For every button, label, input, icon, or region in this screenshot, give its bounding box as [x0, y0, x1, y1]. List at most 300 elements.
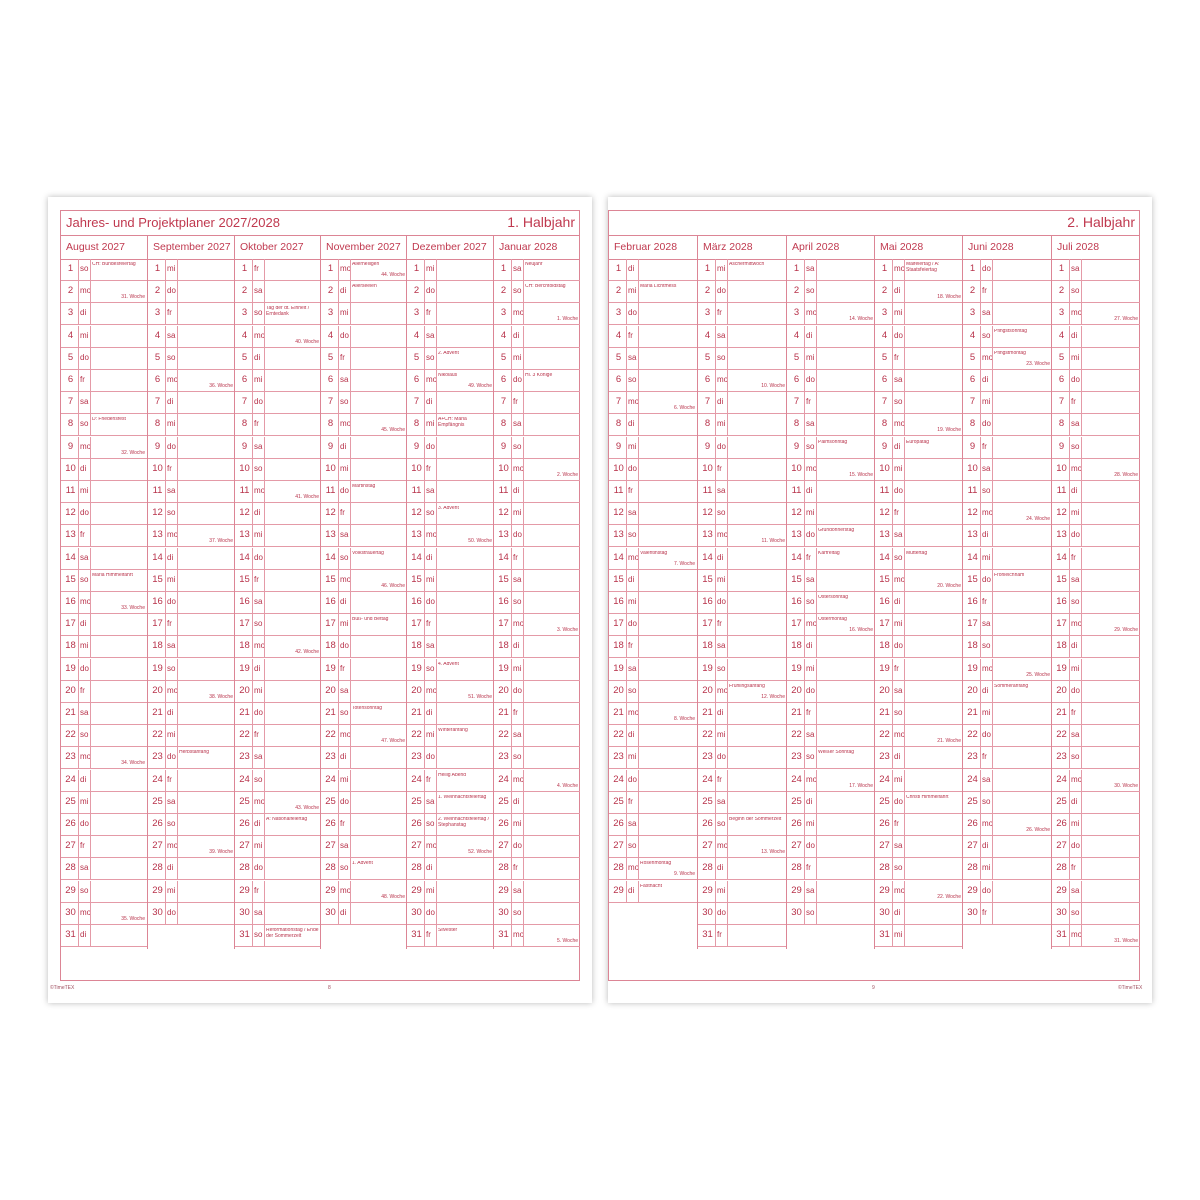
day-row[interactable] [321, 747, 407, 769]
day-row[interactable] [787, 437, 875, 459]
day-row[interactable] [235, 481, 321, 503]
day-row[interactable] [963, 370, 1052, 392]
day-row[interactable] [407, 792, 494, 814]
day-row[interactable] [407, 881, 494, 903]
day-row[interactable] [61, 303, 147, 325]
day-row[interactable] [494, 925, 580, 947]
day-row[interactable] [321, 303, 407, 325]
day-row[interactable] [148, 370, 235, 392]
day-row[interactable] [609, 725, 697, 747]
day-row[interactable] [787, 281, 875, 303]
day-row[interactable] [698, 303, 787, 325]
day-row[interactable] [787, 858, 875, 880]
day-row[interactable] [407, 592, 494, 614]
day-row[interactable] [787, 881, 875, 903]
day-row[interactable] [407, 636, 494, 658]
day-row[interactable] [698, 881, 787, 903]
day-row[interactable] [875, 681, 963, 703]
day-row[interactable] [321, 459, 407, 481]
day-row[interactable] [875, 281, 963, 303]
day-row[interactable] [875, 725, 963, 747]
day-row[interactable] [787, 725, 875, 747]
day-row[interactable] [609, 858, 697, 880]
day-row[interactable] [407, 259, 494, 281]
day-row[interactable] [963, 392, 1052, 414]
day-row[interactable] [787, 836, 875, 858]
day-row[interactable] [235, 459, 321, 481]
day-row[interactable] [321, 326, 407, 348]
day-row[interactable] [698, 570, 787, 592]
day-row[interactable] [61, 570, 147, 592]
day-row[interactable] [875, 570, 963, 592]
day-row[interactable] [407, 614, 494, 636]
day-row[interactable] [148, 770, 235, 792]
day-row[interactable] [875, 836, 963, 858]
day-row[interactable] [148, 281, 235, 303]
day-row[interactable] [235, 414, 321, 436]
day-row[interactable] [494, 747, 580, 769]
day-row[interactable] [407, 836, 494, 858]
day-row[interactable] [963, 792, 1052, 814]
day-row[interactable] [61, 747, 147, 769]
day-row[interactable] [1052, 259, 1140, 281]
day-row[interactable] [494, 659, 580, 681]
day-row[interactable] [321, 703, 407, 725]
day-row[interactable] [609, 814, 697, 836]
day-row[interactable] [148, 858, 235, 880]
day-row[interactable] [1052, 525, 1140, 547]
day-row[interactable] [875, 792, 963, 814]
day-row[interactable] [407, 681, 494, 703]
day-row[interactable] [321, 614, 407, 636]
day-row[interactable] [698, 592, 787, 614]
day-row[interactable] [494, 437, 580, 459]
day-row[interactable] [875, 858, 963, 880]
day-row[interactable] [1052, 570, 1140, 592]
day-row[interactable] [235, 636, 321, 658]
day-row[interactable] [963, 281, 1052, 303]
day-row[interactable] [698, 814, 787, 836]
day-row[interactable] [407, 459, 494, 481]
day-row[interactable] [407, 570, 494, 592]
day-row[interactable] [698, 681, 787, 703]
day-row[interactable] [963, 414, 1052, 436]
day-row[interactable] [787, 814, 875, 836]
day-row[interactable] [698, 925, 787, 947]
day-row[interactable] [1052, 836, 1140, 858]
day-row[interactable] [609, 681, 697, 703]
day-row[interactable] [407, 525, 494, 547]
day-row[interactable] [148, 259, 235, 281]
day-row[interactable] [148, 703, 235, 725]
day-row[interactable] [963, 503, 1052, 525]
day-row[interactable] [407, 725, 494, 747]
day-row[interactable] [494, 770, 580, 792]
day-row[interactable] [698, 281, 787, 303]
day-row[interactable] [1052, 481, 1140, 503]
day-row[interactable] [407, 281, 494, 303]
day-row[interactable] [1052, 348, 1140, 370]
day-row[interactable] [61, 881, 147, 903]
day-row[interactable] [148, 614, 235, 636]
day-row[interactable] [321, 770, 407, 792]
day-row[interactable] [698, 747, 787, 769]
day-row[interactable] [1052, 503, 1140, 525]
day-row[interactable] [609, 303, 697, 325]
day-row[interactable] [407, 659, 494, 681]
day-row[interactable] [963, 303, 1052, 325]
day-row[interactable] [61, 814, 147, 836]
day-row[interactable] [321, 437, 407, 459]
day-row[interactable] [875, 747, 963, 769]
day-row[interactable] [1052, 858, 1140, 880]
day-row[interactable] [698, 703, 787, 725]
day-row[interactable] [963, 881, 1052, 903]
day-row[interactable] [494, 370, 580, 392]
day-row[interactable] [148, 459, 235, 481]
day-row[interactable] [698, 392, 787, 414]
day-row[interactable] [148, 570, 235, 592]
day-row[interactable] [787, 592, 875, 614]
day-row[interactable] [235, 259, 321, 281]
day-row[interactable] [609, 392, 697, 414]
day-row[interactable] [1052, 459, 1140, 481]
day-row[interactable] [61, 548, 147, 570]
day-row[interactable] [494, 858, 580, 880]
day-row[interactable] [875, 548, 963, 570]
day-row[interactable] [609, 503, 697, 525]
day-row[interactable] [963, 614, 1052, 636]
day-row[interactable] [963, 259, 1052, 281]
day-row[interactable] [963, 747, 1052, 769]
day-row[interactable] [407, 548, 494, 570]
day-row[interactable] [609, 259, 697, 281]
day-row[interactable] [235, 348, 321, 370]
day-row[interactable] [61, 858, 147, 880]
day-row[interactable] [494, 392, 580, 414]
day-row[interactable] [235, 303, 321, 325]
day-row[interactable] [321, 548, 407, 570]
day-row[interactable] [963, 636, 1052, 658]
day-row[interactable] [963, 348, 1052, 370]
day-row[interactable] [963, 659, 1052, 681]
day-row[interactable] [235, 592, 321, 614]
day-row[interactable] [235, 548, 321, 570]
day-row[interactable] [407, 858, 494, 880]
day-row[interactable] [1052, 281, 1140, 303]
day-row[interactable] [875, 459, 963, 481]
day-row[interactable] [61, 792, 147, 814]
day-row[interactable] [1052, 414, 1140, 436]
day-row[interactable] [148, 525, 235, 547]
day-row[interactable] [407, 392, 494, 414]
day-row[interactable] [61, 925, 147, 947]
day-row[interactable] [321, 370, 407, 392]
day-row[interactable] [875, 903, 963, 925]
day-row[interactable] [61, 770, 147, 792]
day-row[interactable] [61, 836, 147, 858]
day-row[interactable] [609, 614, 697, 636]
day-row[interactable] [407, 903, 494, 925]
day-row[interactable] [321, 570, 407, 592]
day-row[interactable] [61, 414, 147, 436]
day-row[interactable] [609, 703, 697, 725]
day-row[interactable] [494, 348, 580, 370]
day-row[interactable] [235, 326, 321, 348]
day-row[interactable] [61, 592, 147, 614]
day-row[interactable] [787, 370, 875, 392]
day-row[interactable] [407, 925, 494, 947]
day-row[interactable] [698, 525, 787, 547]
day-row[interactable] [148, 548, 235, 570]
day-row[interactable] [148, 303, 235, 325]
day-row[interactable] [407, 481, 494, 503]
day-row[interactable] [61, 703, 147, 725]
day-row[interactable] [494, 525, 580, 547]
day-row[interactable] [609, 747, 697, 769]
day-row[interactable] [148, 681, 235, 703]
day-row[interactable] [698, 481, 787, 503]
day-row[interactable] [609, 414, 697, 436]
day-row[interactable] [61, 437, 147, 459]
day-row[interactable] [1052, 326, 1140, 348]
day-row[interactable] [61, 725, 147, 747]
day-row[interactable] [963, 725, 1052, 747]
day-row[interactable] [875, 592, 963, 614]
day-row[interactable] [787, 348, 875, 370]
day-row[interactable] [407, 326, 494, 348]
day-row[interactable] [407, 348, 494, 370]
day-row[interactable] [61, 348, 147, 370]
day-row[interactable] [698, 903, 787, 925]
day-row[interactable] [235, 570, 321, 592]
day-row[interactable] [235, 881, 321, 903]
day-row[interactable] [963, 681, 1052, 703]
day-row[interactable] [609, 592, 697, 614]
day-row[interactable] [235, 392, 321, 414]
day-row[interactable] [494, 681, 580, 703]
day-row[interactable] [787, 636, 875, 658]
day-row[interactable] [787, 503, 875, 525]
day-row[interactable] [1052, 614, 1140, 636]
day-row[interactable] [235, 370, 321, 392]
day-row[interactable] [235, 925, 321, 947]
day-row[interactable] [407, 747, 494, 769]
day-row[interactable] [148, 836, 235, 858]
day-row[interactable] [494, 903, 580, 925]
day-row[interactable] [321, 792, 407, 814]
day-row[interactable] [235, 703, 321, 725]
day-row[interactable] [148, 414, 235, 436]
day-row[interactable] [698, 792, 787, 814]
day-row[interactable] [494, 326, 580, 348]
day-row[interactable] [494, 636, 580, 658]
day-row[interactable] [321, 281, 407, 303]
day-row[interactable] [963, 525, 1052, 547]
day-row[interactable] [321, 858, 407, 880]
day-row[interactable] [787, 770, 875, 792]
day-row[interactable] [321, 903, 407, 925]
day-row[interactable] [321, 414, 407, 436]
day-row[interactable] [787, 681, 875, 703]
day-row[interactable] [609, 548, 697, 570]
day-row[interactable] [148, 814, 235, 836]
day-row[interactable] [875, 503, 963, 525]
day-row[interactable] [321, 481, 407, 503]
day-row[interactable] [787, 659, 875, 681]
day-row[interactable] [787, 259, 875, 281]
day-row[interactable] [875, 659, 963, 681]
day-row[interactable] [963, 481, 1052, 503]
day-row[interactable] [609, 570, 697, 592]
day-row[interactable] [494, 414, 580, 436]
day-row[interactable] [494, 814, 580, 836]
day-row[interactable] [875, 414, 963, 436]
day-row[interactable] [875, 370, 963, 392]
day-row[interactable] [787, 303, 875, 325]
day-row[interactable] [148, 503, 235, 525]
day-row[interactable] [148, 747, 235, 769]
day-row[interactable] [609, 659, 697, 681]
day-row[interactable] [787, 525, 875, 547]
day-row[interactable] [1052, 303, 1140, 325]
day-row[interactable] [787, 326, 875, 348]
day-row[interactable] [1052, 681, 1140, 703]
day-row[interactable] [609, 881, 697, 903]
day-row[interactable] [875, 259, 963, 281]
day-row[interactable] [1052, 881, 1140, 903]
day-row[interactable] [494, 548, 580, 570]
day-row[interactable] [875, 348, 963, 370]
day-row[interactable] [698, 459, 787, 481]
day-row[interactable] [698, 770, 787, 792]
day-row[interactable] [148, 348, 235, 370]
day-row[interactable] [494, 836, 580, 858]
day-row[interactable] [407, 814, 494, 836]
day-row[interactable] [494, 570, 580, 592]
day-row[interactable] [787, 481, 875, 503]
day-row[interactable] [609, 836, 697, 858]
day-row[interactable] [698, 548, 787, 570]
day-row[interactable] [148, 725, 235, 747]
day-row[interactable] [494, 881, 580, 903]
day-row[interactable] [61, 281, 147, 303]
day-row[interactable] [61, 503, 147, 525]
day-row[interactable] [494, 303, 580, 325]
day-row[interactable] [1052, 636, 1140, 658]
day-row[interactable] [235, 503, 321, 525]
day-row[interactable] [235, 814, 321, 836]
day-row[interactable] [698, 725, 787, 747]
day-row[interactable] [494, 459, 580, 481]
day-row[interactable] [148, 659, 235, 681]
day-row[interactable] [321, 525, 407, 547]
day-row[interactable] [148, 903, 235, 925]
day-row[interactable] [963, 814, 1052, 836]
day-row[interactable] [61, 636, 147, 658]
day-row[interactable] [148, 636, 235, 658]
day-row[interactable] [875, 437, 963, 459]
day-row[interactable] [963, 592, 1052, 614]
day-row[interactable] [698, 437, 787, 459]
day-row[interactable] [609, 326, 697, 348]
day-row[interactable] [407, 503, 494, 525]
day-row[interactable] [609, 770, 697, 792]
day-row[interactable] [787, 903, 875, 925]
day-row[interactable] [609, 459, 697, 481]
day-row[interactable] [61, 659, 147, 681]
day-row[interactable] [494, 259, 580, 281]
day-row[interactable] [148, 481, 235, 503]
day-row[interactable] [235, 659, 321, 681]
day-row[interactable] [787, 703, 875, 725]
day-row[interactable] [875, 392, 963, 414]
day-row[interactable] [321, 836, 407, 858]
day-row[interactable] [235, 525, 321, 547]
day-row[interactable] [494, 703, 580, 725]
day-row[interactable] [698, 614, 787, 636]
day-row[interactable] [1052, 770, 1140, 792]
day-row[interactable] [61, 681, 147, 703]
day-row[interactable] [875, 814, 963, 836]
day-row[interactable] [321, 881, 407, 903]
day-row[interactable] [235, 792, 321, 814]
day-row[interactable] [963, 570, 1052, 592]
day-row[interactable] [235, 858, 321, 880]
day-row[interactable] [698, 348, 787, 370]
day-row[interactable] [148, 592, 235, 614]
day-row[interactable] [1052, 437, 1140, 459]
day-row[interactable] [407, 414, 494, 436]
day-row[interactable] [609, 281, 697, 303]
day-row[interactable] [698, 503, 787, 525]
day-row[interactable] [787, 570, 875, 592]
day-row[interactable] [787, 792, 875, 814]
day-row[interactable] [321, 259, 407, 281]
day-row[interactable] [148, 392, 235, 414]
day-row[interactable] [609, 636, 697, 658]
day-row[interactable] [235, 903, 321, 925]
day-row[interactable] [235, 747, 321, 769]
day-row[interactable] [1052, 814, 1140, 836]
day-row[interactable] [787, 392, 875, 414]
day-row[interactable] [61, 459, 147, 481]
day-row[interactable] [61, 481, 147, 503]
day-row[interactable] [787, 747, 875, 769]
day-row[interactable] [494, 281, 580, 303]
day-row[interactable] [1052, 659, 1140, 681]
day-row[interactable] [963, 326, 1052, 348]
day-row[interactable] [609, 348, 697, 370]
day-row[interactable] [609, 481, 697, 503]
day-row[interactable] [609, 525, 697, 547]
day-row[interactable] [148, 881, 235, 903]
day-row[interactable] [963, 903, 1052, 925]
day-row[interactable] [235, 836, 321, 858]
day-row[interactable] [148, 792, 235, 814]
day-row[interactable] [963, 459, 1052, 481]
day-row[interactable] [235, 770, 321, 792]
day-row[interactable] [875, 881, 963, 903]
day-row[interactable] [963, 858, 1052, 880]
day-row[interactable] [609, 792, 697, 814]
day-row[interactable] [963, 770, 1052, 792]
day-row[interactable] [698, 858, 787, 880]
day-row[interactable] [875, 703, 963, 725]
day-row[interactable] [875, 770, 963, 792]
day-row[interactable] [875, 925, 963, 947]
day-row[interactable] [787, 548, 875, 570]
